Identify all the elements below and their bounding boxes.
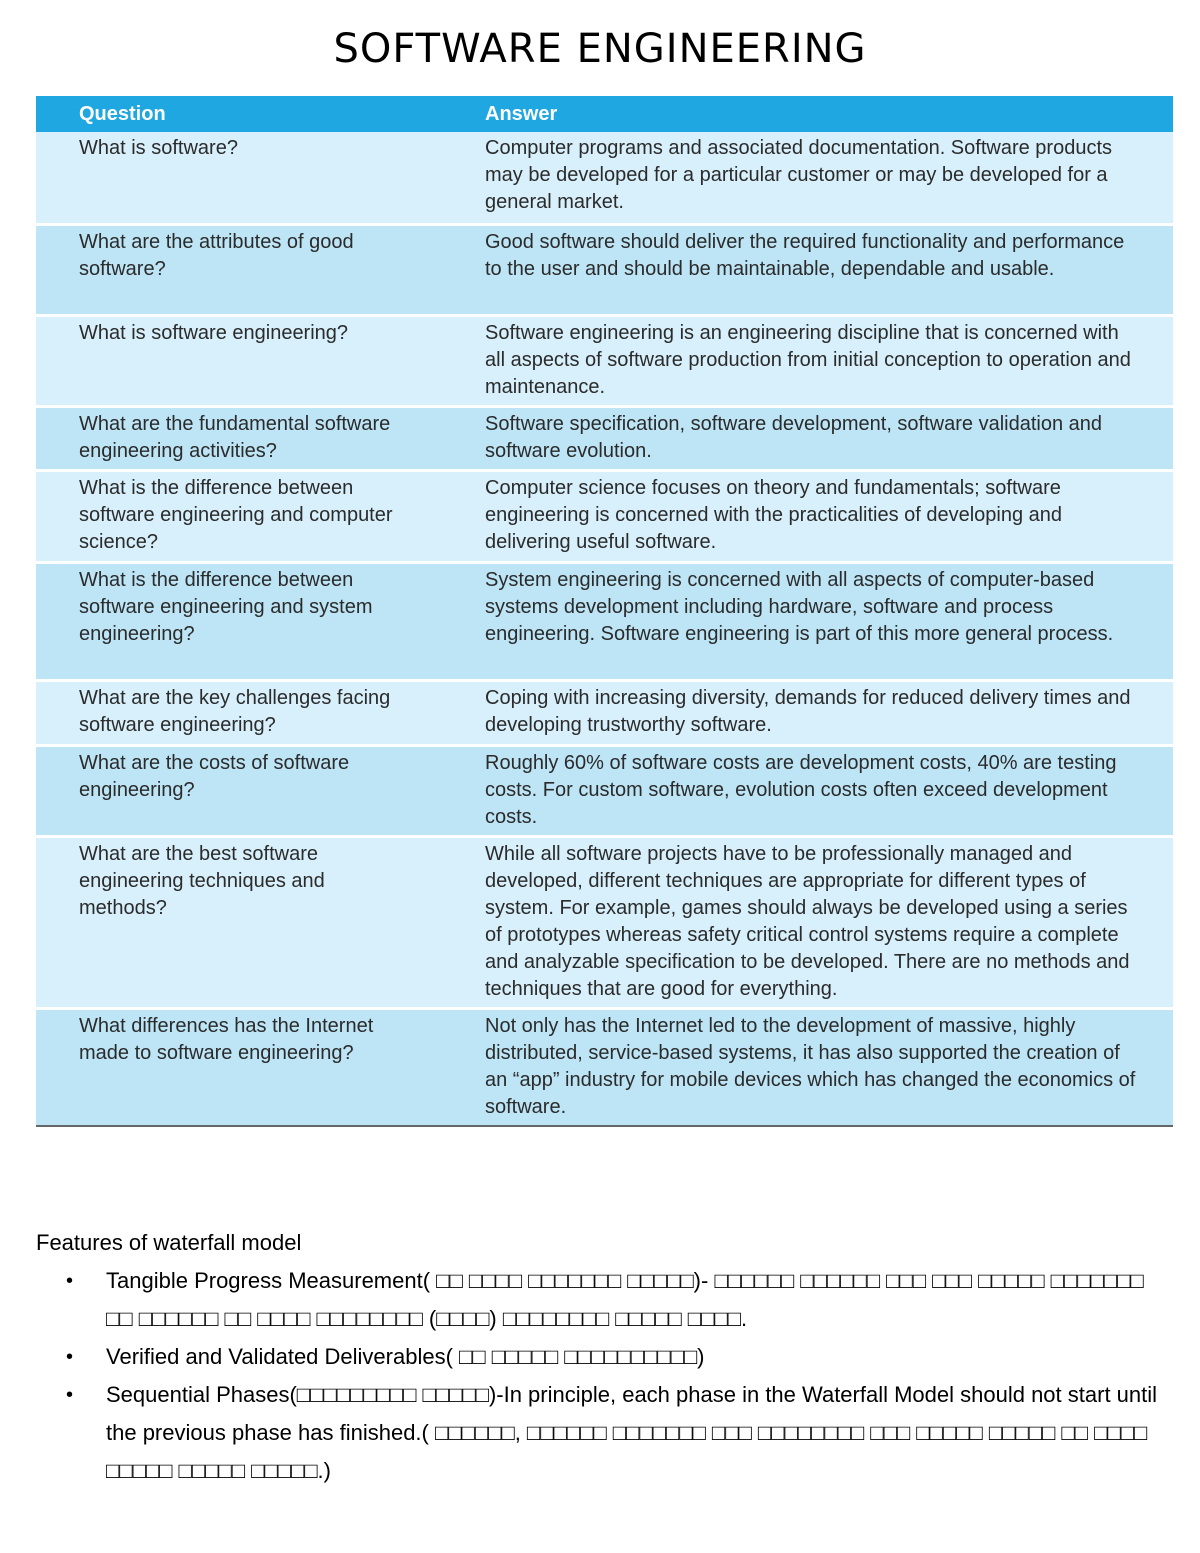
bullet-icon: • [66,1270,74,1292]
bullet-icon: • [66,1346,74,1368]
table-row [36,836,1173,1008]
feature-text: Tangible Progress Measurement( □□ □□□□ □□□□□□□ □□□□□)- □□□□□□ □□□□□□ □□□ □□□ □□□□□ □□□□□□□ □□ □□□□□□ □□ □□□□ □□□□□□□□ (□□□□) □□□□□□□□ □□□□□ □□□□. [106,1268,1144,1331]
question-cell: What is the difference between software engineering and computer science? [36,470,442,562]
question-cell: What is the difference between software engineering and system engineering? [36,562,442,680]
feature-text: Verified and Validated Deliverables( □□ □□□□□ □□□□□□□□□□) [106,1344,705,1369]
answer-cell: Computer programs and associated documentation. Software products may be developed for a particular customer or may be developed for a general market. [442,132,1173,224]
question-column-header: Question [36,96,442,132]
table-row [36,680,1173,745]
answer-cell: Software specification, software development, software validation and software evolution. [442,406,1173,470]
answer-cell: Roughly 60% of software costs are development costs, 40% are testing costs. For custom software, evolution costs often exceed development costs. [442,745,1173,836]
question-cell: What are the costs of software engineering? [36,745,442,836]
question-cell: What differences has the Internet made to software engineering? [36,1008,442,1126]
answer-cell: System engineering is concerned with all aspects of computer-based systems development including hardware, software and process engineering. Software engineering is part of this more general process. [442,562,1173,680]
answer-cell: Coping with increasing diversity, demands for reduced delivery times and developing trustworthy software. [442,680,1173,745]
table-row [36,470,1173,562]
table-row [36,406,1173,470]
question-cell: What is software? [36,132,442,224]
answer-column-header: Answer [442,96,1173,132]
features-heading: Features of waterfall model [36,1230,302,1255]
qa-table [36,96,1173,1127]
table-header-row [36,96,1173,132]
table-row [36,315,1173,406]
answer-cell: Good software should deliver the required functionality and performance to the user and should be maintainable, dependable and usable. [442,224,1173,315]
page-title: SOFTWARE ENGINEERING [333,26,867,72]
question-cell: What is software engineering? [36,315,442,406]
features-list [36,1262,1176,1490]
list-item [36,1262,1176,1338]
answer-cell: Software engineering is an engineering discipline that is concerned with all aspects of software production from initial conception to operation and maintenance. [442,315,1173,406]
answer-cell: While all software projects have to be professionally managed and developed, different techniques are appropriate for different types of system. For example, games should always be developed using a series of prototypes whereas safety critical control systems require a complete and analyzable specification to be developed. There are no methods and techniques that are good for everything. [442,836,1173,1008]
question-cell: What are the fundamental software engineering activities? [36,406,442,470]
table-row [36,562,1173,680]
table-row [36,1008,1173,1126]
bullet-icon: • [66,1384,74,1406]
answer-cell: Not only has the Internet led to the development of massive, highly distributed, service-based systems, it has also supported the creation of an “app” industry for mobile devices which has changed the economics of software. [442,1008,1173,1126]
table-row [36,132,1173,224]
table-row [36,224,1173,315]
question-cell: What are the attributes of good software? [36,224,442,315]
question-cell: What are the best software engineering techniques and methods? [36,836,442,1008]
table-row [36,745,1173,836]
waterfall-features-section [36,1230,1176,1490]
question-cell: What are the key challenges facing software engineering? [36,680,442,745]
list-item [36,1376,1176,1490]
feature-text: Sequential Phases(□□□□□□□□□ □□□□□)-In principle, each phase in the Waterfall Model should not start until the previous phase has finished.( □□□□□□, □□□□□□ □□□□□□□ □□□ □□□□□□□□ □□□ □□□□□ □□□□□ □□ □□□□ □□□□□ □□□□□ □□□□□.) [106,1382,1158,1483]
answer-cell: Computer science focuses on theory and fundamentals; software engineering is concerned with the practicalities of developing and delivering useful software. [442,470,1173,562]
list-item [36,1338,1176,1376]
